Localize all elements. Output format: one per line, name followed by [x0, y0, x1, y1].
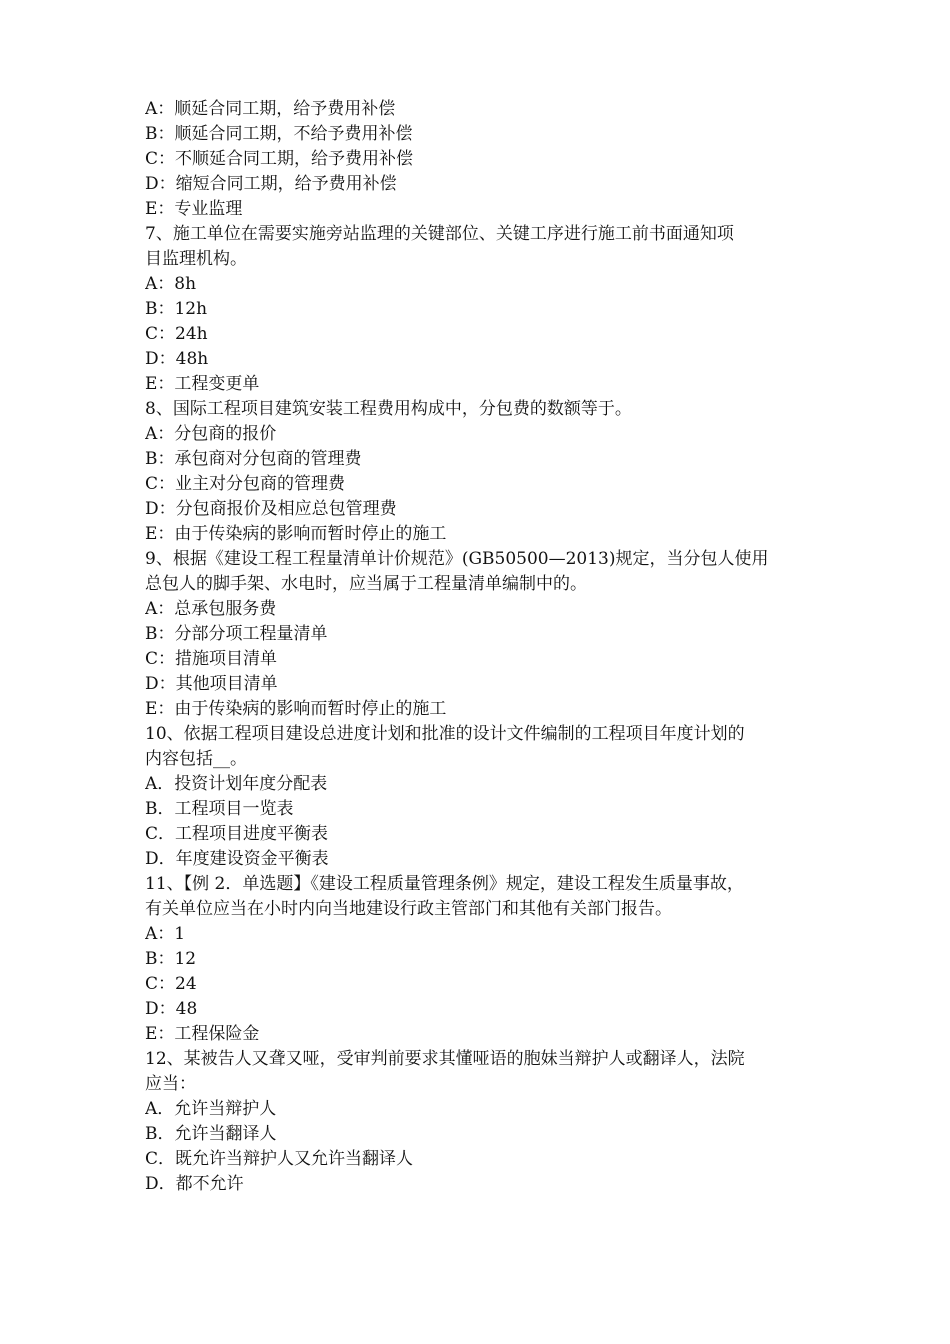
question-text: 应当： [145, 1074, 196, 1094]
option-line: A：8h [145, 274, 197, 294]
option-line: E：工程保险金 [145, 1024, 260, 1044]
question-text: 总包人的脚手架、水电时，应当属于工程量清单编制中的。 [145, 574, 587, 594]
question-11 [145, 872, 810, 1047]
option-line: E：工程变更单 [145, 374, 260, 394]
option-line: E：专业监理 [145, 199, 243, 219]
question-text: 目监理机构。 [145, 249, 247, 269]
question-text: 有关单位应当在小时内向当地建设行政主管部门和其他有关部门报告。 [145, 899, 672, 919]
option-line: C．既允许当辩护人又允许当翻译人 [145, 1149, 414, 1169]
question-text: 10、依据工程项目建设总进度计划和批准的设计文件编制的工程项目年度计划的 [145, 724, 745, 744]
option-line: A．允许当辩护人 [145, 1099, 277, 1119]
option-line: A：顺延合同工期，给予费用补偿 [145, 99, 396, 119]
option-line: B：12h [145, 299, 208, 319]
option-line: C：24 [145, 974, 197, 994]
question-9 [145, 547, 810, 722]
question-text: 7、施工单位在需要实施旁站监理的关键部位、关键工序进行施工前书面通知项 [145, 224, 734, 244]
option-line: C．工程项目进度平衡表 [145, 824, 329, 844]
question-10 [145, 722, 810, 872]
option-line: C：措施项目清单 [145, 649, 278, 669]
option-line: E：由于传染病的影响而暂时停止的施工 [145, 699, 447, 719]
option-line: D：48h [145, 349, 209, 369]
option-line: D：其他项目清单 [145, 674, 278, 694]
question-text: 8、国际工程项目建筑安装工程费用构成中，分包费的数额等于。 [145, 399, 632, 419]
question-7 [145, 222, 810, 397]
option-line: A：1 [145, 924, 186, 944]
option-line: D：48 [145, 999, 198, 1019]
question-text: 11、【例 2．单选题】《建设工程质量管理条例》规定，建设工程发生质量事故， [145, 874, 744, 894]
option-line: B．允许当翻译人 [145, 1124, 277, 1144]
question-8 [145, 397, 810, 547]
option-line: D．年度建设资金平衡表 [145, 849, 329, 869]
option-line: B．工程项目一览表 [145, 799, 294, 819]
option-line: E：由于传染病的影响而暂时停止的施工 [145, 524, 447, 544]
document-body [145, 97, 810, 1197]
question-text: 内容包括__。 [145, 749, 247, 769]
question-text: 9、根据《建设工程工程量清单计价规范》(GB50500—2013)规定，当分包人使用 [145, 549, 769, 569]
option-line: C：24h [145, 324, 208, 344]
option-line: B：承包商对分包商的管理费 [145, 449, 362, 469]
option-line: D．都不允许 [145, 1174, 244, 1194]
option-line: C：业主对分包商的管理费 [145, 474, 346, 494]
option-line: B：分部分项工程量清单 [145, 624, 328, 644]
previous-question-options [145, 97, 810, 222]
option-line: B：顺延合同工期，不给予费用补偿 [145, 124, 413, 144]
option-line: D：分包商报价及相应总包管理费 [145, 499, 397, 519]
option-line: C：不顺延合同工期，给予费用补偿 [145, 149, 414, 169]
option-line: D：缩短合同工期，给予费用补偿 [145, 174, 397, 194]
question-12 [145, 1047, 810, 1197]
option-line: A．投资计划年度分配表 [145, 774, 328, 794]
question-text: 12、某被告人又聋又哑，受审判前要求其懂哑语的胞妹当辩护人或翻译人，法院 [145, 1049, 745, 1069]
option-line: A：总承包服务费 [145, 599, 277, 619]
option-line: B：12 [145, 949, 197, 969]
option-line: A：分包商的报价 [145, 424, 277, 444]
